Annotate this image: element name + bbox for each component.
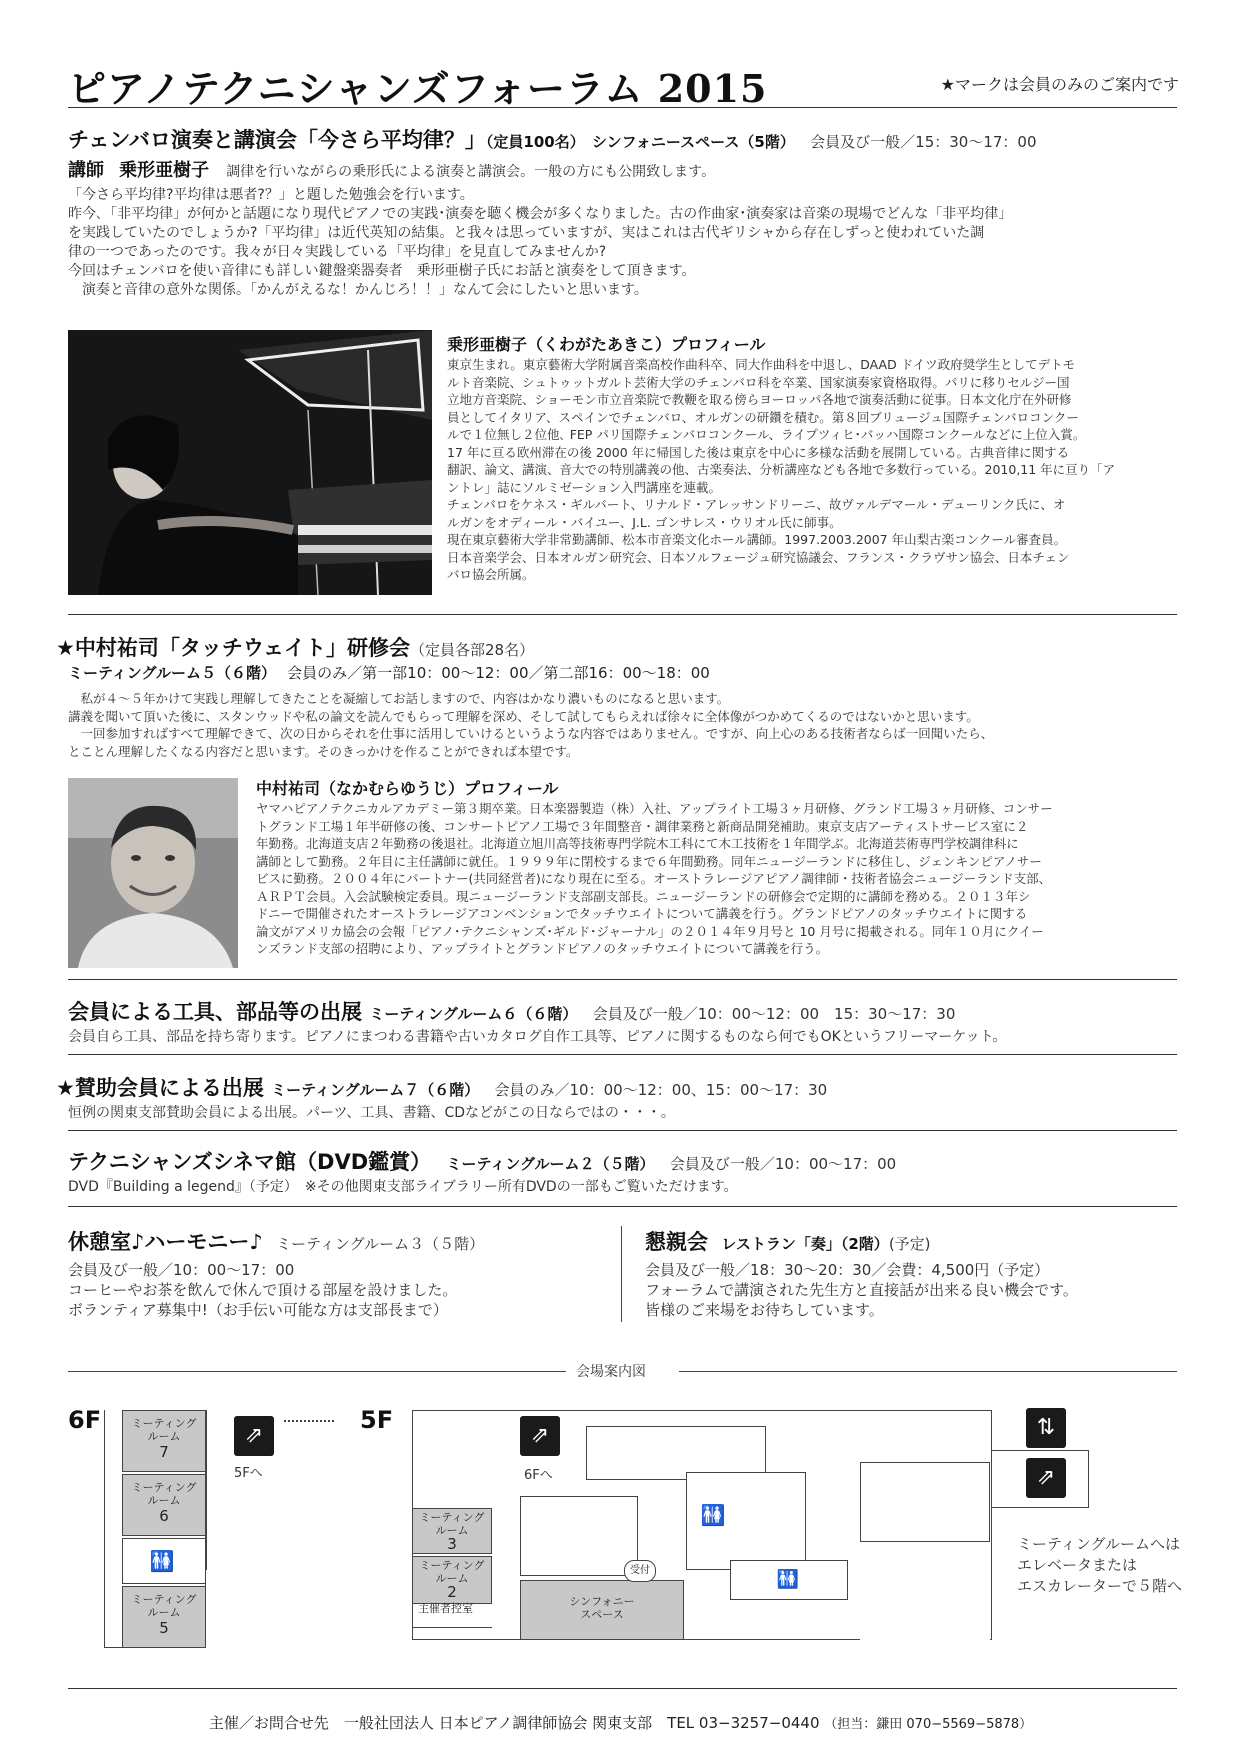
profile-line: ルガンをオディール・バイユー、J.L. ゴンサレス・ウリオル氏に師事。 [447,514,842,530]
harpsichordist-photo [68,330,432,595]
profile-line: 立地方音楽院、ショーモン市立音楽院で教鞭を取る傍らヨーロッパ各地で演奏活動に従事。日本文化庁在外研修 [447,392,1072,407]
event7-line1: フォーラムで講演された先生方と直接話が出来る良い機会です。 [645,1281,1078,1299]
event6-venue: ミーティングルーム３（５階） [276,1235,485,1253]
profile-line: 17 年に亘る欧州滞在の後 2000 年に帰国した後は東京を中心に多様な活動を展開している。古典音律に関する [447,444,1070,460]
text-line: を実践していたのでしょうか?「平均律」は近代英知の結集。と我々は思っていますが、実はこれは古代ギリシャから存在しずっと使われていた調 [68,225,985,241]
column-divider [621,1226,622,1322]
map-rule-left [68,1371,566,1372]
profile1-title: 乗形亜樹子（くわがたあきこ）プロフィール [447,335,766,354]
profile-line: 講師として勤務。２年目に主任講師に就任。１９９９年に閉校するまで６年間勤務。同年ニュージーランドに移住し、ジェンキンピアノサー [256,853,1042,869]
event7-venue: レストラン「奏」（2階） [721,1235,889,1253]
event2-capacity: （定員各部28名） [410,641,535,659]
map-note-line: ミーティングルームへは [1017,1535,1181,1553]
floor-6f-label: 6F [68,1406,102,1434]
footer-contact: （担当：鎌田 070−5569−5878） [824,1717,1033,1732]
event3-heading [68,996,955,1026]
stairs-icon: ⇗ [234,1416,274,1456]
profile-line: ビスに勤務。２００４年にパートナー(共同経営者)になり現在に至る。オーストラレージアピアノ調律師・技術者協会ニュージーランド支部、 [256,871,1052,886]
event3-desc: 会員自ら工具、部品を持ち寄ります。ピアノにまつわる書籍や古いカタログ自作工具等、ピアノに関するものなら何でもOKというフリーマーケット。 [68,1029,1007,1045]
stairs-icon: ⇗ [520,1416,560,1456]
page-title: ピアノテクニシャンズフォーラム 2015 [68,66,768,111]
event7-title: 懇親会 [645,1230,708,1254]
restroom-icon: 🚻 [144,1543,180,1579]
event2-venue: ミーティングルーム５（６階） [68,664,277,682]
profile-line: 現在東京藝術大学非常勤講師、松本市音楽文化ホール講師。1997.2003.2007 年山梨古楽コンクール審査員。 [447,532,1067,547]
profile-line: ルト音楽院、シュトゥットガルト芸術大学のチェンバロ科を卒業、国家演奏家資格取得。パリに移りセルジー国 [447,374,1070,390]
footer [0,1712,1241,1733]
profile-line: ントレ」誌にソルミゼーション入門講座を連載。 [447,479,722,495]
event6-time: 会員及び一般／10：00〜17：00 [68,1261,295,1279]
speaker-name: 乗形亜樹子 [119,160,210,181]
event1-title: チェンバロ演奏と講演会「今さら平均律？」 [68,128,486,152]
text-line: とことん理解したくなる内容だと思います。そのきっかけを作ることができれば本望です。 [68,743,579,759]
event5-venue: ミーティングルーム２（５階） [446,1155,655,1173]
to-6f-label: 6Fへ [524,1468,553,1483]
event1-speaker [68,156,715,182]
map-rule-right [679,1371,1177,1372]
room-2[interactable]: ミーティング ルーム 2 [412,1556,492,1604]
restroom-5f-a [686,1472,806,1570]
text-line: 私が４～５年かけて実践し理解してきたことを凝縮してお話しますので、内容はかなり濃いものになると思います。 [68,691,730,706]
divider [68,614,1177,615]
room-5[interactable]: ミーティング ルーム 5 [122,1586,206,1648]
event5-desc: DVD『Building a legend』（予定） ※その他関東支部ライブラリー所有DVDの一部もご覧いただけます。 [68,1179,738,1195]
profile2-title: 中村祐司（なかむらゆうじ）プロフィール [256,779,559,798]
speaker-role: 講師 [68,160,104,181]
event6-body [68,1260,457,1320]
event6-line2: ボランティア募集中!（お手伝い可能な方は支部長まで） [68,1301,448,1319]
restroom-6f [122,1538,206,1584]
profile2-text [256,800,1181,958]
text-line: 講義を聞いて頂いた後に、スタンウッドや私の論文を読んでもらって理解を深め、そして試してもらえれば徐々に全体像がつかめてくるのではないかと思います。 [68,708,979,724]
profile-line: 年勤務。北海道支店２年勤務の後退社。北海道立旭川高等技術専門学院木工科にて木工技術を１年間学ぶ。北海道芸術専門学校調律科に [256,836,1019,851]
event3-title: 会員による工具、部品等の出展 [68,1000,362,1024]
elevator-icon: ⇅ [1026,1408,1066,1448]
event1-heading [68,124,1037,154]
event3-time: 会員及び一般／10：00〜12：00 15：30〜17：30 [592,1005,956,1023]
event2-description [68,690,1178,760]
speaker-desc: 調律を行いながらの乗形氏による演奏と講演会。一般の方にも公開致します。 [226,164,716,180]
text-line: 演奏と音律の意外な関係｡「かんがえるな！かんじろ！！」なんて会にしたいと思います。 [68,282,648,298]
event4-venue: ミーティングルーム７（６階） [271,1081,480,1099]
event7-time: 会員及び一般／18：30〜20：30／会費：4,500円（予定） [645,1261,1050,1279]
divider [68,1054,1177,1055]
divider [68,1688,1177,1689]
profile-line: チェンバロをケネス・ギルバート、リナルド・アレッサンドリーニ、故ヴァルデマール・デューリンク氏に、オ [447,497,1066,512]
map-title: 会場案内図 [576,1364,646,1380]
event7-line2: 皆様のご来場をお待ちしています。 [645,1301,884,1319]
reception: 受付 [624,1560,656,1582]
restroom-icon: 🚻 [695,1497,731,1533]
event1-venue: シンフォニースペース（5階） [592,133,795,151]
profile-line: 員としてイタリア、スペインでチェンバロ、オルガンの研鑽を積む。第８回ブリュージュ国際チェンバロコンクー [447,409,1079,425]
event5-title: テクニシャンズシネマ館（DVD鑑賞） [68,1150,432,1174]
text-line: 昨今､「非平均律」が何かと話題になり現代ピアノでの実践･演奏を聴く機会が多くなりました。古の作曲家･演奏家は音楽の現場でどんな「非平均律」 [68,206,1013,222]
profile-line: ヤマハピアノテクニカルアカデミー第３期卒業。日本楽器製造（株）入社、アップライト工場３ヶ月研修、グランド工場３ヶ月研修、コンサー [256,801,1053,816]
event1-capacity: （定員100名） [485,133,585,151]
technician-photo [68,778,238,968]
map-note [1017,1534,1182,1597]
event4-time: 会員のみ／10：00〜12：00、15：00〜17：30 [494,1081,828,1099]
map-note-line: エレベータまたは [1017,1556,1138,1574]
text-line: 律の一つであったのです。我々が日々実践している「平均律」を見直してみませんか? [68,244,607,260]
event6-heading [68,1226,484,1256]
event7-body [645,1260,1078,1320]
profile-line: ルで１位無し２位他､ FEP パリ国際チェンバロコンクール、ライプツィヒ･バッハ国際コンクールなどに上位入賞。 [447,427,1086,442]
event6-title: 休憩室♪ハーモニー♪ [68,1230,263,1254]
text-line: 今回はチェンバロを使い音律にも詳しい鍵盤楽器奏者 乗形亜樹子氏にお話と演奏をして頂きます。 [68,263,696,279]
symphony-space[interactable]: シンフォニー スペース [520,1580,684,1640]
divider [68,1206,1177,1207]
text-line: 「今さら平均律?平均律は悪者?？」と題した勉強会を行います。 [68,187,474,203]
event2-title: ★中村祐司「タッチウェイト」研修会 [56,636,410,660]
event6-line1: コーヒーやお茶を飲んで休んで頂ける部屋を設けました。 [68,1281,458,1299]
floor-5f-map [412,1410,1092,1640]
event2-schedule [68,662,710,683]
divider [68,107,1177,108]
room-7[interactable]: ミーティング ルーム 7 [122,1410,206,1472]
text-line: 一回参加すればすべて理解できて、次の日からそれを仕事に活用していけるというような内容ではありません。ですが、向上心のある技術者ならば一回聞いたら、 [68,726,994,741]
room-6[interactable]: ミーティング ルーム 6 [122,1474,206,1536]
event7-venue-note: (予定) [888,1235,931,1253]
event1-description [68,186,1178,300]
floor-6f-map [104,1410,334,1648]
profile1-text [447,356,1177,584]
profile-line: ＡＲＰＴ会員。入会試験検定委員。現ニュージーランド支部副支部長。ニュージーランドの研修会で定期的に講師を務める。２０１３年シ [256,888,1031,904]
event2-time: 会員のみ／第一部10：00〜12：00／第二部16：00〜18：00 [287,664,710,682]
event3-venue: ミーティングルーム６（６階） [369,1005,578,1023]
to-5f-label: 5Fへ [234,1466,263,1481]
event5-heading [68,1146,896,1176]
event7-heading [645,1226,931,1256]
event4-heading [56,1072,827,1102]
host-room: 主催者控室 [418,1602,473,1615]
divider [68,979,1177,980]
event4-desc: 恒例の関東支部賛助会員による出展。パーツ、工具、書籍、CDなどがこの日ならではの・・・。 [68,1105,675,1121]
footer-text: 主催／お問合せ先 一般社団法人 日本ピアノ調律師協会 関東支部 TEL 03−3257−0440 [208,1714,820,1732]
restroom-5f-b [730,1560,848,1600]
profile-line: バロ協会所属。 [447,567,535,582]
map-note-line: エスカレーターで５階へ [1017,1577,1183,1595]
escalator-icon: ⇗ [1026,1458,1066,1498]
restroom-icon: 🚻 [771,1563,805,1597]
profile-line: ドニーで開催されたオーストラレージアコンベンションでタッチウエイトについて講義を行う。グランドピアノのタッチウエイトに関する [256,906,1028,921]
profile-line: 日本音楽学会、日本オルガン研究会、日本ソルフェージュ研究協議会、フランス・クラヴサン協会、日本チェン [447,549,1070,565]
profile-line: 論文がアメリカ協会の会報「ピアノ･テクニシャンズ･ギルド･ジャーナル」の２０１４年９月号と 10 月号に掲載される。同年１０月にクイー [256,923,1044,939]
event4-title: ★賛助会員による出展 [56,1076,264,1100]
floor-5f-label: 5F [360,1406,394,1434]
profile-line: ンズランド支部の招聘により、アップライトとグランドピアノのタッチウエイトについて講義を行う。 [256,941,829,956]
profile-line: 翻訳、論文、講演、音大での特別講義の他、古楽奏法、分析講座なども各地で多数行っている。2010,11 年に亘り「ア [447,462,1116,477]
profile-line: トグランド工場１年半研修の後、コンサートピアノ工場で３年間整音・調律業務と新商品開発補助。東京支店アーティストサービス室に２ [256,818,1029,834]
profile-line: 東京生まれ。東京藝術大学附属音楽高校作曲科卒、同大作曲科を中退し、DAAD ドイツ政府奨学生としてデトモ [447,357,1076,372]
divider [68,1130,1177,1131]
room-3[interactable]: ミーティング ルーム 3 [412,1508,492,1554]
event1-time: 会員及び一般／15：30〜17：00 [810,133,1037,151]
event2-heading [56,632,534,662]
event5-time: 会員及び一般／10：00〜17：00 [669,1155,897,1173]
member-note: ★マークは会員のみのご案内です [940,75,1179,94]
